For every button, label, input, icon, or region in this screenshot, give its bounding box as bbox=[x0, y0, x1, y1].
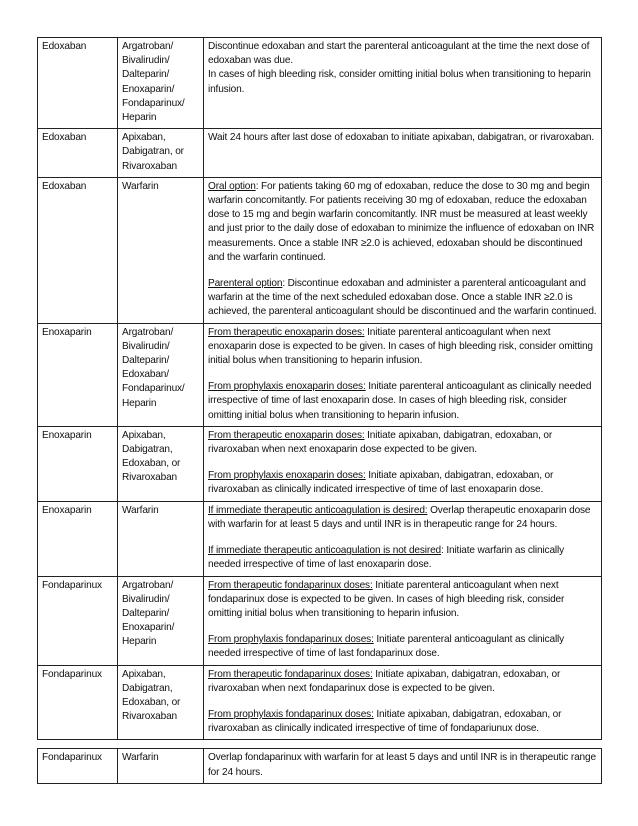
from-drug: Edoxaban bbox=[42, 180, 87, 192]
recommendation-text: Initiate apixaban, dabigatran, edoxaban, or rivaroxaban as clinically indicated irrespective of time of last enoxaparin dose. bbox=[208, 470, 554, 496]
recommendation-cell bbox=[204, 129, 602, 178]
from-drug-cell bbox=[38, 576, 118, 665]
to-drug-line: Dabigatran, bbox=[122, 444, 173, 456]
recommendation-text: Initiate parenteral anticoagulant as clinically needed irrespective of time of last enoxaparin dose. In cases of high bleeding risk, consider omitting initial bolus when transitioning to heparin infusion. bbox=[208, 381, 592, 421]
recommendation-heading: Parenteral option bbox=[208, 278, 283, 290]
to-drug-line: Apixaban, bbox=[122, 132, 166, 144]
recommendation-text: : Discontinue edoxaban and administer a parenteral anticoagulant and warfarin at the time of the next scheduled edoxaban dose. Once a stable INR ≥2.0 is achieved, the parenteral anticoagulant should be discontinued and the warfarin continued. bbox=[208, 278, 597, 318]
to-drug-line: Enoxaparin/ bbox=[122, 622, 175, 634]
recommendation-cell bbox=[204, 576, 602, 665]
recommendation-text: In cases of high bleeding risk, consider omitting initial bolus when transitioning to heparin infusion. bbox=[208, 69, 591, 95]
transition-table-page bbox=[37, 37, 601, 784]
recommendation-paragraph bbox=[208, 180, 597, 265]
recommendation-paragraph bbox=[208, 326, 597, 369]
from-drug: Edoxaban bbox=[42, 132, 87, 144]
recommendation-heading: If immediate therapeutic anticoagulation is not desired bbox=[208, 545, 442, 557]
to-drug-line: Bivalirudin/ bbox=[122, 55, 170, 67]
to-drug-line: Heparin bbox=[122, 112, 157, 124]
recommendation-text: Overlap fondaparinux with warfarin for at least 5 days and until INR is in therapeutic range for 24 hours. bbox=[208, 752, 596, 778]
from-drug: Fondaparinux bbox=[42, 579, 102, 591]
to-drug-cell bbox=[118, 177, 204, 323]
anticoagulant-transition-table bbox=[37, 37, 602, 740]
recommendation-paragraph bbox=[208, 469, 597, 497]
from-drug-cell bbox=[38, 749, 118, 783]
to-drug-cell bbox=[118, 749, 204, 783]
recommendation-paragraph bbox=[208, 579, 597, 622]
recommendation-heading: From therapeutic fondaparinux doses: bbox=[208, 668, 373, 680]
from-drug: Enoxaparin bbox=[42, 504, 92, 516]
to-drug-line: Argatroban/ bbox=[122, 41, 174, 52]
to-drug-line: Heparin bbox=[122, 397, 157, 409]
recommendation-cell bbox=[204, 38, 602, 129]
to-drug-cell bbox=[118, 129, 204, 178]
from-drug-cell bbox=[38, 38, 118, 129]
to-drug-line: Bivalirudin/ bbox=[122, 340, 170, 352]
table-row bbox=[38, 426, 602, 501]
recommendation-text: Discontinue edoxaban and start the parenteral anticoagulant at the time the next dose of edoxaban was due. bbox=[208, 41, 590, 67]
to-drug-line: Argatroban/ bbox=[122, 326, 174, 338]
recommendation-cell bbox=[204, 501, 602, 576]
recommendation-text: Initiate apixaban, dabigatran, edoxaban, or rivaroxaban when next fondaparinux dose is expected to be given. bbox=[208, 668, 561, 694]
recommendation-paragraph bbox=[208, 544, 597, 572]
from-drug: Fondaparinux bbox=[42, 668, 102, 680]
recommendation-paragraph bbox=[208, 751, 597, 779]
from-drug: Edoxaban bbox=[42, 41, 87, 52]
recommendation-cell bbox=[204, 323, 602, 426]
from-drug-cell bbox=[38, 665, 118, 740]
recommendation-cell bbox=[204, 177, 602, 323]
from-drug-cell bbox=[38, 129, 118, 178]
recommendation-heading: From prophylaxis fondaparinux doses: bbox=[208, 708, 374, 720]
recommendation-heading: From prophylaxis enoxaparin doses: bbox=[208, 470, 366, 482]
to-drug-line: Dalteparin/ bbox=[122, 355, 170, 367]
to-drug-cell bbox=[118, 576, 204, 665]
from-drug: Fondaparinux bbox=[42, 752, 102, 764]
recommendation-paragraph bbox=[208, 708, 597, 736]
to-drug-line: Edoxaban, or bbox=[122, 696, 181, 708]
to-drug-line: Dalteparin/ bbox=[122, 607, 170, 619]
recommendation-heading: If immediate therapeutic anticoagulation is desired: bbox=[208, 504, 428, 516]
table-row bbox=[38, 177, 602, 323]
recommendation-paragraph bbox=[208, 40, 597, 68]
from-drug: Enoxaparin bbox=[42, 429, 92, 441]
recommendation-paragraph bbox=[208, 504, 597, 532]
recommendation-cell bbox=[204, 426, 602, 501]
to-drug-line: Bivalirudin/ bbox=[122, 593, 170, 605]
from-drug-cell bbox=[38, 323, 118, 426]
to-drug-cell bbox=[118, 426, 204, 501]
from-drug-cell bbox=[38, 177, 118, 323]
to-drug-line: Heparin bbox=[122, 636, 157, 648]
table-row bbox=[38, 665, 602, 740]
recommendation-text: Initiate parenteral anticoagulant as clinically needed irrespective of time of last fondaparinux dose. bbox=[208, 634, 565, 660]
to-drug-line: Edoxaban/ bbox=[122, 369, 169, 381]
recommendation-heading: From therapeutic enoxaparin doses: bbox=[208, 326, 365, 338]
recommendation-text: Initiate apixaban, dabigatran, edoxaban, or rivaroxaban as clinically indicated irrespective of time of fondapariunux dose. bbox=[208, 708, 562, 735]
recommendation-text: Overlap therapeutic enoxaparin dose with warfarin for at least 5 days and until INR is in therapeutic range for 24 hours. bbox=[208, 504, 591, 530]
recommendation-paragraph bbox=[208, 277, 597, 320]
table-row bbox=[38, 576, 602, 665]
to-drug-line: Warfarin bbox=[122, 752, 159, 764]
to-drug-line: Warfarin bbox=[122, 504, 159, 516]
recommendation-text: : For patients taking 60 mg of edoxaban, reduce the dose to 30 mg and begin warfarin concomitantly. For patients receiving 30 mg of edoxaban, reduce the edoxaban dose to 15 mg and begin warfarin concomitantly. INR must be measured at least weekly and just prior to the daily dose of edoxaban to minimize the influence of edoxaban on INR measurements. Once a stable INR ≥2.0 is achieved, edoxaban should be discontinued and the warfarin continued. bbox=[208, 180, 595, 263]
recommendation-paragraph bbox=[208, 380, 597, 423]
to-drug-line: Dalteparin/ bbox=[122, 69, 170, 81]
recommendation-text: Initiate parenteral anticoagulant when next fondaparinux dose is expected to be given. In cases of high bleeding risk, consider omitting initial bolus when transitioning to heparin infusion. bbox=[208, 579, 565, 619]
table-body-continued bbox=[38, 749, 602, 783]
to-drug-line: Enoxaparin/ bbox=[122, 83, 175, 95]
to-drug-cell bbox=[118, 323, 204, 426]
table-row bbox=[38, 38, 602, 129]
to-drug-line: Rivaroxaban bbox=[122, 160, 178, 172]
recommendation-paragraph bbox=[208, 131, 597, 145]
table-body bbox=[38, 38, 602, 740]
to-drug-line: Dabigatran, bbox=[122, 682, 173, 694]
recommendation-text: Initiate parenteral anticoagulant when next enoxaparin dose is expected to be given. In cases of high bleeding risk, consider omitting initial bolus when transitioning to heparin infusion. bbox=[208, 326, 593, 367]
table-row bbox=[38, 749, 602, 783]
recommendation-paragraph bbox=[208, 668, 597, 696]
to-drug-line: Apixaban, bbox=[122, 668, 166, 680]
anticoagulant-transition-table-continued bbox=[37, 748, 602, 783]
to-drug-line: Rivaroxaban bbox=[122, 711, 178, 723]
recommendation-cell bbox=[204, 665, 602, 740]
to-drug-line: Rivaroxaban bbox=[122, 472, 178, 484]
from-drug-cell bbox=[38, 501, 118, 576]
to-drug-line: Warfarin bbox=[122, 180, 159, 192]
to-drug-cell bbox=[118, 38, 204, 129]
recommendation-text: : Initiate warfarin as clinically needed irrespective of time of last enoxaparin dose. bbox=[208, 545, 564, 571]
recommendation-heading: From therapeutic fondaparinux doses: bbox=[208, 579, 373, 591]
to-drug-line: Edoxaban, or bbox=[122, 458, 181, 470]
recommendation-heading: From therapeutic enoxaparin doses: bbox=[208, 429, 365, 441]
recommendation-paragraph bbox=[208, 429, 597, 457]
recommendation-text: Wait 24 hours after last dose of edoxaban to initiate apixaban, dabigatran, or rivaroxaban. bbox=[208, 132, 595, 144]
recommendation-heading: From prophylaxis fondaparinux doses: bbox=[208, 634, 374, 646]
recommendation-paragraph bbox=[208, 68, 597, 96]
to-drug-line: Apixaban, bbox=[122, 429, 166, 441]
to-drug-line: Fondaparinux/ bbox=[122, 97, 185, 109]
recommendation-heading: Oral option bbox=[208, 180, 256, 192]
from-drug-cell bbox=[38, 426, 118, 501]
recommendation-paragraph bbox=[208, 633, 597, 661]
from-drug: Enoxaparin bbox=[42, 326, 92, 338]
table-row bbox=[38, 129, 602, 178]
to-drug-line: Fondaparinux/ bbox=[122, 383, 185, 395]
to-drug-cell bbox=[118, 665, 204, 740]
to-drug-line: Argatroban/ bbox=[122, 579, 174, 591]
table-row bbox=[38, 323, 602, 426]
table-row bbox=[38, 501, 602, 576]
to-drug-cell bbox=[118, 501, 204, 576]
recommendation-heading: From prophylaxis enoxaparin doses: bbox=[208, 381, 366, 393]
recommendation-cell bbox=[204, 749, 602, 783]
recommendation-text: Initiate apixaban, dabigatran, edoxaban, or rivaroxaban when next enoxaparin dose expected to be given. bbox=[208, 429, 553, 456]
to-drug-line: Dabigatran, or bbox=[122, 146, 184, 158]
